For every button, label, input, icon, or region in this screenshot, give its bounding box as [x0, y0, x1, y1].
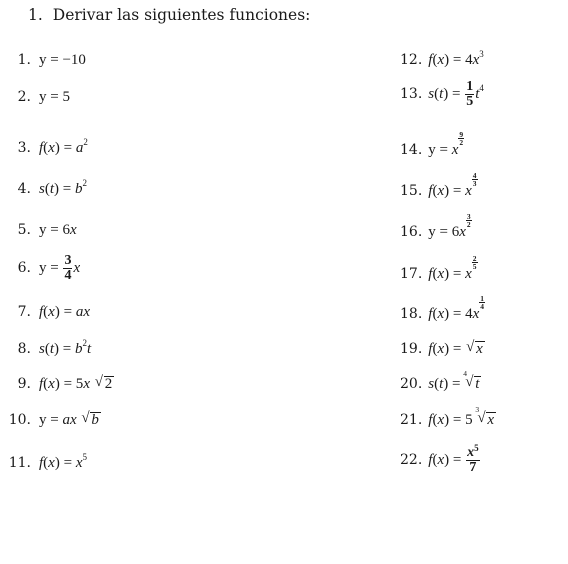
problem-2 — [0, 89, 70, 106]
problem-number: 7. — [17, 304, 31, 320]
exercise-heading — [28, 6, 310, 24]
problem-17 — [400, 254, 478, 283]
problem-22 — [400, 443, 481, 475]
problem-expression: $s(t) = b^2t$ — [39, 338, 92, 357]
problem-expression: $f(x) = a^2$ — [39, 137, 88, 156]
problem-number: 1. — [17, 52, 31, 68]
exercise-number: 1. — [28, 6, 43, 24]
problem-number: 11. — [8, 455, 31, 471]
problem-expression: f(x) = 5x √ 2 — [39, 374, 113, 392]
problem-expression: f(x) = √ x — [428, 339, 483, 357]
problem-expression: f(x) = 4x $\frac{1}{4}$ — [428, 294, 484, 322]
problem-21 — [400, 405, 496, 429]
problem-number: 14. — [400, 142, 423, 158]
problem-expression: $f(x) = 4x^3$ — [428, 49, 484, 68]
problem-expression: f(x) = x $\frac{4}{3}$ — [428, 171, 477, 199]
problem-11 — [0, 452, 87, 472]
problem-expression: f(x) = x $\frac{2}{5}$ — [428, 254, 477, 282]
problem-number: 18. — [400, 306, 423, 322]
problem-10 — [0, 412, 101, 429]
problem-expression: f(x) = $\frac{x^5}{7}$ — [428, 443, 479, 475]
problem-number: 6. — [17, 259, 31, 276]
problem-expression: y = 5 — [39, 89, 70, 105]
problem-expression: $f(x) = x^5$ — [39, 452, 87, 471]
problem-expression: y = ax √ b — [39, 410, 99, 428]
problem-13 — [400, 80, 484, 109]
problem-number: 10. — [8, 412, 31, 428]
problem-expression: s(t) = 4 √ t — [428, 369, 480, 392]
problem-number: 16. — [400, 224, 423, 240]
problem-6 — [0, 254, 80, 283]
problem-expression: s(t) = $\frac{1}{5}$ $t^4$ — [428, 79, 484, 109]
problem-expression: y = $\frac{3}{4}$ x — [39, 253, 81, 283]
problem-number: 13. — [400, 85, 423, 102]
problem-number: 8. — [17, 341, 31, 357]
problem-14 — [400, 130, 464, 159]
problem-3 — [0, 137, 88, 157]
problem-16 — [400, 212, 472, 241]
problem-number: 3. — [17, 140, 31, 156]
problem-18 — [400, 294, 485, 323]
problem-expression: f(x) = ax — [39, 304, 90, 320]
problem-number: 12. — [400, 52, 423, 68]
problem-19 — [400, 341, 485, 358]
problem-12 — [400, 49, 484, 69]
problem-number: 2. — [17, 89, 31, 105]
problem-7 — [0, 304, 90, 321]
problem-5 — [0, 222, 77, 239]
problem-expression: $s(t) = b^2$ — [39, 178, 87, 197]
problem-number: 9. — [17, 376, 31, 392]
problem-number: 4. — [17, 181, 31, 197]
problem-expression: y = x $\frac{9}{2}$ — [428, 130, 464, 158]
problem-number: 15. — [400, 183, 423, 199]
problem-1 — [0, 52, 86, 69]
problem-9 — [0, 376, 114, 393]
problem-20 — [400, 369, 481, 393]
problem-expression: y = 6x — [39, 222, 77, 238]
problem-number: 17. — [400, 266, 423, 282]
problem-number: 5. — [17, 222, 31, 238]
problem-expression: y = 6x $\frac{3}{2}$ — [428, 212, 471, 240]
problem-number: 19. — [400, 341, 423, 357]
problem-number: 22. — [400, 451, 423, 468]
problem-number: 21. — [400, 412, 423, 428]
problem-15 — [400, 171, 478, 200]
problem-4 — [0, 178, 87, 198]
problem-8 — [0, 338, 92, 358]
problem-expression: y = −10 — [39, 52, 86, 68]
problem-expression: f(x) = 5 3 √ x — [428, 405, 494, 428]
problem-number: 20. — [400, 376, 423, 392]
exercise-instruction: Derivar las siguientes funciones: — [52, 6, 311, 24]
